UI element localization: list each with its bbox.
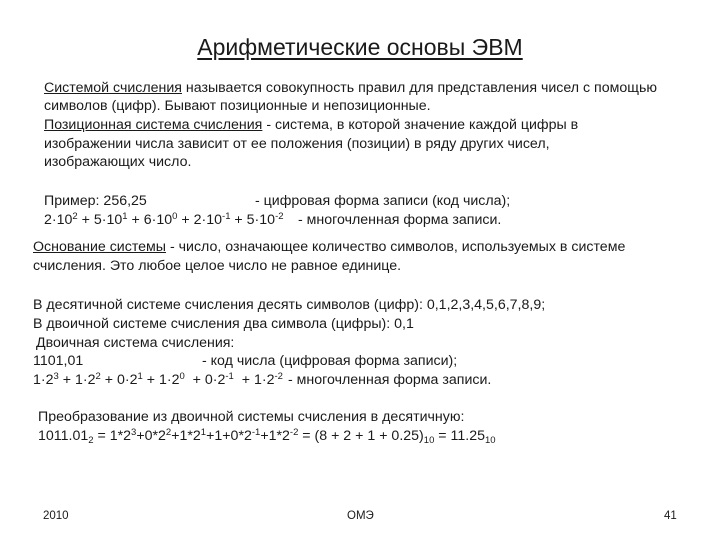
- binary-system-line: В двоичной системе счисления два символа (цифры): 0,1: [33, 316, 414, 332]
- page-title: Арифметические основы ЭВМ: [197, 34, 523, 60]
- definition-line-3-text: - система, в которой значение каждой цифры в: [262, 117, 579, 133]
- base-line-2: счисления. Это любое целое число не равное единице.: [33, 258, 402, 274]
- definition-line-5: изображающих число.: [44, 154, 192, 170]
- binary-code: 1101,01: [33, 353, 84, 369]
- conversion-lhs: 1011.01: [38, 428, 89, 444]
- term-base: Основание системы: [33, 239, 167, 255]
- conversion-result: = 11.25: [434, 428, 485, 444]
- example-label: Пример: 256,25: [44, 193, 147, 209]
- conversion-heading: Преобразование из двоичной системы счисления в десятичную:: [38, 409, 465, 425]
- definition-line-4: изображении числа зависит от ее положения (позиции) в ряду других чисел,: [44, 136, 550, 152]
- binary-code-description: - код числа (цифровая форма записи);: [202, 353, 458, 369]
- binary-heading: Двоичная система счисления:: [36, 335, 235, 351]
- binary-polynomial-description: - многочленная форма записи.: [288, 372, 492, 388]
- conversion-sum: = (8 + 2 + 1 + 0.25): [298, 428, 424, 444]
- term-numeral-system: Системой счисления: [44, 80, 182, 96]
- base-line-1-text: - число, означающее количество символов, используемых в системе: [166, 239, 626, 255]
- footer-year: 2010: [43, 510, 69, 522]
- binary-polynomial: $1\cdot 2^3 + 1\cdot 2^2 + 0\cdot 2^1 + 1\cdot 2^0 + 0\cdot 2^{-1} + 1\cdot 2^{-2}$: [33, 371, 283, 388]
- example-code-description: - цифровая форма записи (код числа);: [255, 193, 511, 209]
- example-polynomial: $2\cdot 10^2 + 5\cdot 10^1 + 6\cdot 10^0 + 2\cdot 10^{-1} + 5\cdot 10^{-2}$: [44, 211, 284, 228]
- conversion-lhs-base: 2: [88, 435, 94, 446]
- footer-center-text: ОМЭ: [347, 510, 374, 522]
- definition-line-1: [44, 79, 657, 97]
- conversion-sum-base: 10: [423, 435, 435, 446]
- decimal-system-line: В десятичной системе счисления десять символов (цифр): 0,1,2,3,4,5,6,7,8,9;: [33, 297, 546, 313]
- definition-line-1-text: называется совокупность правил для представления чисел с помощью: [181, 80, 657, 96]
- conversion-result-base: 10: [484, 435, 496, 446]
- conversion-formula: $1011.01_2 = 1*2^3+0*2^2+1*2^1+1+0*2^{-1}+1*2^{-2} = (8 + 2 + 1 + 0.25)_{10} = 11.25_{10}$: [38, 427, 496, 446]
- footer-page-number: 41: [664, 510, 677, 522]
- term-positional-system: Позиционная система счисления: [44, 117, 263, 133]
- definition-line-3: [44, 116, 578, 134]
- definition-line-2: символов (цифр). Бывают позиционные и непозиционные.: [44, 98, 431, 114]
- example-polynomial-description: - многочленная форма записи.: [298, 212, 502, 228]
- base-line-1: [33, 238, 625, 256]
